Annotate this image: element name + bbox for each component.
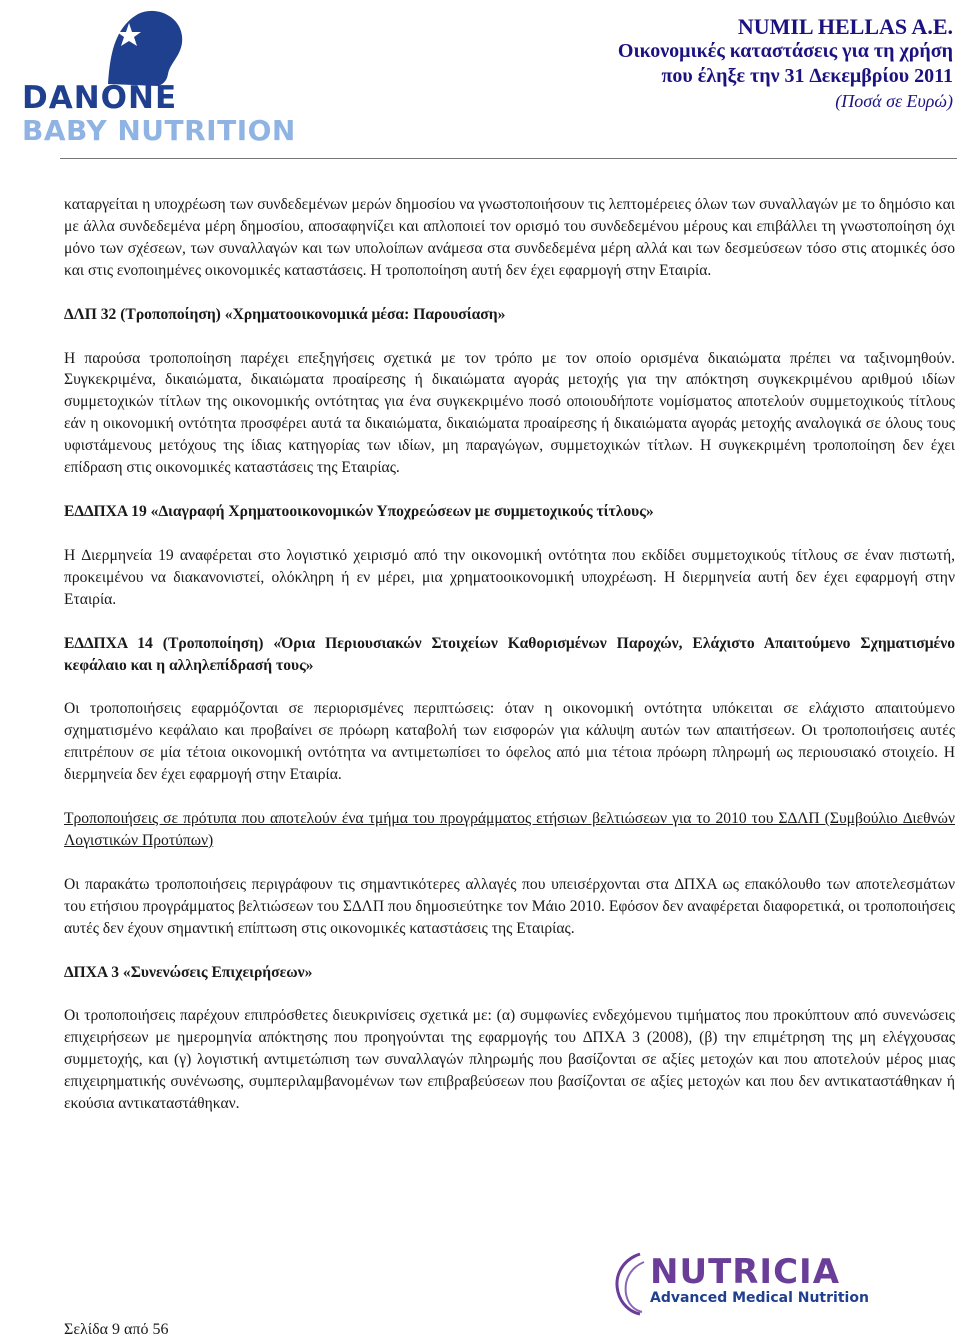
danone-child-star-icon	[18, 8, 188, 88]
paragraph-ifric-19: Η ∆ιερμηνεία 19 αναφέρεται στο λογιστικό χειρισμό από την οικονομική οντότητα που εκδίδει συμμετοχικούς τίτλους σε έναν πιστωτή, προκειμένου να διακανονιστεί, ολόκληρη ή εν μέρει, μια χρηματοοικονομική υποχρέωση. Η διερμηνεία αυτή δεν έχει εφαρμογή στην Εταιρία.	[64, 546, 955, 608]
paragraph-related-parties: καταργείται η υποχρέωση των συνδεδεμένων μερών δημοσίου να γνωστοποιήσουν τις λεπτομέρειες όλων των συναλλαγών με το δημόσιο και με άλλα συνδεδεμένα μέρη δημοσίου, αποσαφηνίζει και απλοποιεί τον ορισμό του συνδεδεμένου μέρους και επιβάλλει τη γνωστοποίηση όχι μόνο των σχέσεων, των συναλλαγών και των υπολοίπων ανάμεσα στα συνδεδεμένα μέρη αλλά και των δεσμεύσεων τόσο στις ατομικές όσο και στις ενοποιημένες οικονομικές καταστάσεις. Η τροποποίηση αυτή δεν έχει εφαρμογή στην Εταιρία.	[64, 196, 955, 279]
paragraph-ifric-14: Οι τροποποιήσεις εφαρμόζονται σε περιορισμένες περιπτώσεις: όταν η οικονομική οντότητα υπόκειται σε ελάχιστο απαιτούμενο σχηματισμένο κεφάλαιο και προβαίνει σε πρόωρη καταβολή των εισφορών για κάλυψη αυτών των απαιτήσεων. Οι τροποποιήσεις αυτές επιτρέπουν σε μία τέτοια οικονομική οντότητα να αντιμετωπίσει το όφελος από μια τέτοια πρόωρη πληρωμή ως περιουσιακό στοιχείο. Η διερμηνεία δεν έχει εφαρμογή στην Εταιρία.	[64, 700, 955, 784]
paragraph-ifrs-3: Οι τροποποιήσεις παρέχουν επιπρόσθετες διευκρινίσεις σχετικά με: (α) συμφωνίες ενδεχόμενου τιμήματος που προκύπτουν από συνενώσεις επιχειρήσεων με ημερομηνία απόκτησης που προηγούνται της εφαρμογής του ∆ΠΧΑ 3 (2008), (β) την επιμέτρηση της μη ελέγχουσας συμμετοχής, και (γ) λογιστική αντιμετώπιση των συναλλαγών πληρωμής που βασίζονται σε αξίες μετοχών και που αποτελούν μέρος μιας επιχειρηματικής συνένωσης, συμπεριλαμβανομένων των επιβραβεύσεων που βασίζονται σε αξίες μετοχών και που δεν αντικαταστάθηκαν ή εκούσια αντικαταστάθηκαν.	[64, 1007, 955, 1113]
paragraph-annual-improvements: Οι παρακάτω τροποποιήσεις περιγράφουν τις σημαντικότερες αλλαγές που υπεισέρχονται στα ∆ΠΧΑ ως επακόλουθο των αποτελεσμάτων του ετήσιου προγράμματος βελτιώσεων του Σ∆ΛΠ που δημοσιεύτηκε τον Μάιο 2010. Εφόσον δεν αναφέρεται διαφορετικά, οι τροποποιήσεις αυτές δεν έχουν σημαντική επίπτωση στις οικονομικές καταστάσεις της Εταιρίας.	[64, 875, 955, 937]
danone-baby-nutrition-logo	[18, 8, 308, 148]
page-header	[0, 0, 960, 160]
paragraph-ias-32: Η παρούσα τροποποίηση παρέχει επεξηγήσεις σχετικά με τον τρόπο με τον οποίο ορισμένα δικαιώματα πρέπει να ταξινομηθούν. Συγκεκριμένα, δικαιώματα, δικαιώματα προαίρεσης ή δικαιώματα αγοράς μετοχής για την απόκτηση συγκεκριμένου αριθμού ιδίων συμμετοχικών τίτλων της οικονομικής οντότητας για ένα συγκεκριμένο ποσό οποιουδήποτε νομίσματος αποτελούν συμμετοχικούς τίτλους εάν η οικονομική οντότητα προσφέρει αυτά τα δικαιώματα, δικαιώματα προαίρεσης ή δικαιώματα αγοράς μετοχής αναλογικά σε όλους τους υφιστάμενους μετόχους της ίδιας κατηγορίας των ιδίων, μη παραγώγων, συμμετοχικών τίτλων. Η συγκεκριμένη τροποποίηση δεν έχει επίδραση στις οικονομικές καταστάσεις της Εταιρίας.	[64, 349, 955, 477]
currency-note: (Ποσά σε Ευρώ)	[835, 91, 953, 111]
heading-ifrs-3: ∆ΠΧΑ 3 «Συνενώσεις Επιχειρήσεων»	[64, 963, 313, 981]
heading-annual-improvements: Τροποποιήσεις σε πρότυπα που αποτελούν ένα τμήμα του προγράμματος ετήσιων βελτιώσεων για το 2010 του Σ∆ΛΠ (Συμβούλιο ∆ιεθνών Λογιστικών Προτύπων)	[64, 810, 955, 849]
report-header-block	[618, 14, 953, 114]
nutricia-logo	[610, 1250, 869, 1316]
nutricia-tagline: Advanced Medical Nutrition	[650, 1290, 869, 1306]
logo-brand-danone: DANONE	[22, 80, 178, 116]
document-body	[64, 194, 955, 1115]
logo-brand-baby-nutrition: BABY NUTRITION	[22, 114, 296, 147]
page-number: Σελίδα 9 από 56	[64, 1321, 169, 1338]
company-name: NUMIL HELLAS A.E.	[737, 14, 953, 39]
report-title: Οικονομικές καταστάσεις για τη χρήση	[617, 40, 953, 62]
heading-ias-32: ∆ΛΠ 32 (Τροποποίηση) «Χρηματοοικονομικά μέσα: Παρουσίαση»	[64, 305, 506, 323]
report-date: που έληξε την 31 ∆εκεμβρίου 2011	[661, 65, 953, 87]
nutricia-swirl-icon	[610, 1250, 650, 1316]
nutricia-brand: NUTRICIA	[650, 1252, 841, 1292]
header-divider	[60, 158, 957, 159]
heading-ifric-14: Ε∆∆ΠΧΑ 14 (Τροποποίηση) «Όρια Περιουσιακών Στοιχείων Καθορισμένων Παροχών, Ελάχιστο Απαιτούμενο Σχηματισμένο κεφάλαιο και η αλληλεπίδρασή τους»	[64, 634, 955, 674]
heading-ifric-19: Ε∆∆ΠΧΑ 19 «∆ιαγραφή Χρηματοοικονομικών Υποχρεώσεων με συμμετοχικούς τίτλους»	[64, 502, 654, 520]
